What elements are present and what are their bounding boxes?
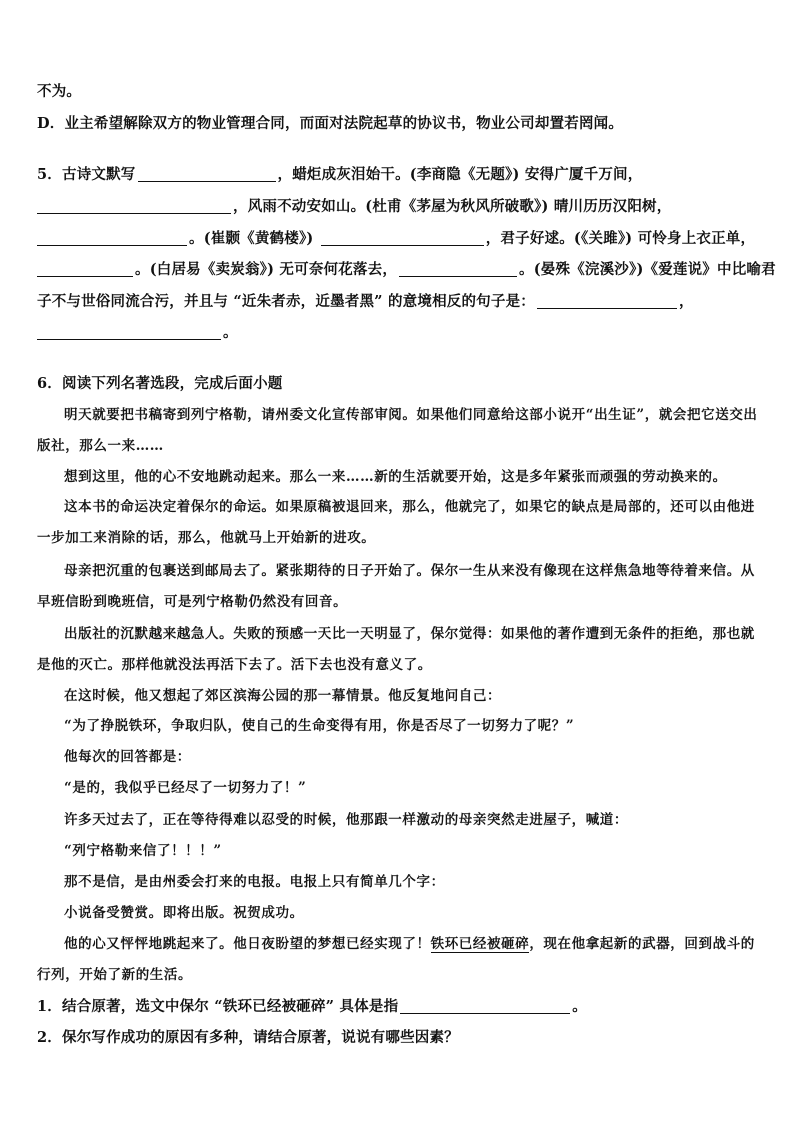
passage-p1-line-1: 明天就要把书稿寄到列宁格勒，请州委文化宣传部审阅。如果他们同意给这部小说开“出生证”，就会把它送交出 <box>64 407 758 423</box>
q5-line-3-text-b: ，君子好逑。(《关雎》) 可怜身上衣正单， <box>485 230 756 247</box>
passage-p14-text-pre: 他的心又怦怦地跳起来了。他日夜盼望的梦想已经实现了！ <box>64 936 431 952</box>
q5-line-2 <box>37 196 671 218</box>
answer-blank[interactable] <box>37 230 187 246</box>
passage-p13: 小说备受赞赏。即将出版。祝贺成功。 <box>64 905 304 921</box>
q5-line-4-text-a: 。(白居易《卖炭翁》) 无可奈何花落去， <box>135 261 398 278</box>
passage-p11: “列宁格勒来信了！！！” <box>64 843 222 859</box>
q5-line-1 <box>37 164 642 186</box>
passage-p3-line-1: 这本书的命运决定着保尔的命运。如果原稿被退回来，那么，他就完了，如果它的缺点是局部的，还可以由他进 <box>64 499 755 515</box>
answer-blank[interactable] <box>400 998 570 1014</box>
passage-p14-line-2: 行列，开始了新的生活。 <box>37 967 193 983</box>
answer-blank[interactable] <box>537 293 677 309</box>
q5-line-5-text-a: 子不与世俗同流合污，并且与 “近朱者赤，近墨者黑” 的意境相反的句子是： <box>37 293 535 310</box>
answer-blank[interactable] <box>37 261 133 277</box>
answer-blank[interactable] <box>37 324 221 340</box>
q5-line-3-text-a: 。(崔颢《黄鹤楼》) <box>189 230 314 247</box>
passage-p12: 那不是信，是由州委会打来的电报。电报上只有简单几个字： <box>64 874 445 890</box>
passage-p3-line-2: 一步加工来消除的话，那么，他就马上开始新的进攻。 <box>37 530 376 546</box>
passage-p4-line-1: 母亲把沉重的包裹送到邮局去了。紧张期待的日子开始了。保尔一生从来没有像现在这样焦急地等待着来信。从 <box>64 563 755 579</box>
q5-line-5 <box>37 291 694 313</box>
answer-blank[interactable] <box>37 198 231 214</box>
q6-sub-1-text-a: 1．结合原著，选文中保尔 “铁环已经被砸碎” 具体是指 <box>37 998 399 1015</box>
q4-option-d: D．业主希望解除双方的物业管理合同，而面对法院起草的协议书，物业公司却置若罔闻。 <box>37 115 624 132</box>
q5-line-6-text-a: 。 <box>223 324 238 341</box>
q5-line-6 <box>37 322 238 344</box>
q5-line-3 <box>37 228 755 250</box>
passage-p8: 他每次的回答都是： <box>64 749 191 765</box>
q5-line-1-text-b: ，蜡炬成灰泪始干。(李商隐《无题》) 安得广厦千万间， <box>277 166 643 183</box>
passage-p4-line-2: 早班信盼到晚班信，可是列宁格勒仍然没有回音。 <box>37 594 348 610</box>
underlined-phrase: 铁环已经被砸碎 <box>430 936 530 952</box>
q5-line-5-text-b: ， <box>678 293 694 310</box>
q5-line-1-text-a: 5．古诗文默写 <box>37 166 136 183</box>
passage-p6: 在这时候，他又想起了郊区滨海公园的那一幕情景。他反复地问自己： <box>64 688 502 704</box>
answer-blank[interactable] <box>321 230 484 246</box>
passage-p10: 许多天过去了，正在等待得难以忍受的时候，他那跟一样激动的母亲突然走进屋子，喊道： <box>64 812 628 828</box>
passage-p9: “是的，我似乎已经尽了一切努力了！” <box>64 780 307 796</box>
passage-p2: 想到这里，他的心不安地跳动起来。那么一来……新的生活就要开始，这是多年紧张而顽强的劳动换来的。 <box>64 469 727 485</box>
q6-sub-1-text-b: 。 <box>572 998 587 1015</box>
q6-sub-1 <box>37 996 587 1018</box>
passage-p5-line-2: 是他的灭亡。那样他就没法再活下去了。活下去也没有意义了。 <box>37 657 432 673</box>
q5-line-4-text-b: 。(晏殊《浣溪沙》)《爱莲说》中比喻君 <box>519 261 776 278</box>
passage-p14-line-1 <box>64 933 755 955</box>
q4-tail-text: 不为。 <box>37 83 82 100</box>
passage-p7: “为了挣脱铁环，争取归队，使自己的生命变得有用，你是否尽了一切努力了呢？” <box>64 718 575 734</box>
answer-blank[interactable] <box>399 261 517 277</box>
q5-line-2-text-a: ，风雨不动安如山。(杜甫《茅屋为秋风所破歌》) 晴川历历汉阳树， <box>233 198 672 215</box>
passage-p5-line-1: 出版社的沉默越来越急人。失败的预感一天比一天明显了，保尔觉得：如果他的著作遭到无条件的拒绝，那也就 <box>64 626 755 642</box>
passage-p1-line-2: 版社，那么一来…… <box>37 438 164 454</box>
q5-line-4 <box>37 259 776 281</box>
q6-title: 6．阅读下列名著选段，完成后面小题 <box>37 375 283 392</box>
passage-p14-text-post: ，现在他拿起新的武器，回到战斗的 <box>529 936 755 952</box>
q6-sub-2: 2．保尔写作成功的原因有多种，请结合原著，说说有哪些因素？ <box>37 1029 459 1046</box>
answer-blank[interactable] <box>138 166 276 182</box>
